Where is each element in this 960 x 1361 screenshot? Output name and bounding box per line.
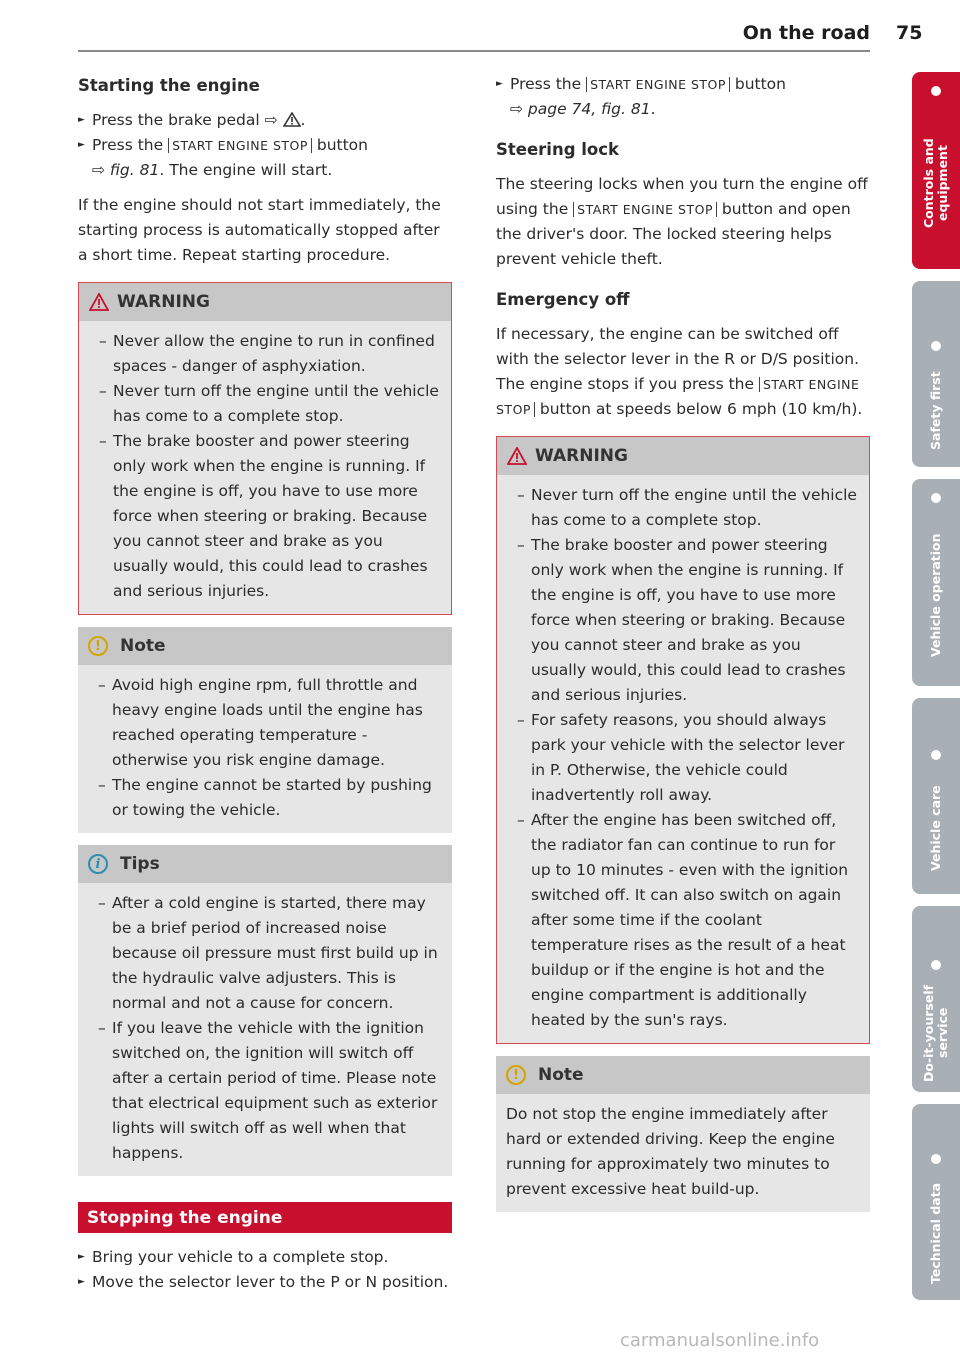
start-step-2: ► Press the START ENGINE STOP button ⇨ fig. 81. The engine will start. (78, 133, 452, 183)
tab-safety-first[interactable]: Safety first (912, 281, 960, 467)
list-item: – Never allow the engine to run in confined spaces - danger of asphyxiation. (99, 332, 435, 375)
stop-step-1: ► Bring your vehicle to a complete stop. (78, 1245, 452, 1270)
tab-marker-dot (931, 750, 941, 760)
steering-paragraph: The steering locks when you turn the engine off using the START ENGINE STOP button and open the driver's door. The locked steering helps prevent vehicle theft. (496, 175, 868, 268)
list-item: – The brake booster and power steering only work when the engine is running. If the engine is off, you have to use more force when steering or braking. Because you cannot steer and brake as you usually would, this could lead to crashes and serious injuries. (517, 536, 846, 704)
note-box-left (78, 627, 452, 833)
section-title: On the road (742, 22, 870, 44)
starting-heading: Starting the engine (78, 76, 260, 95)
step-arrow-icon: ► (78, 140, 85, 150)
warning-box-left (78, 282, 452, 615)
list-item: – The brake booster and power steering only work when the engine is running. If the engine is off, you have to use more force when steering or braking. Because you cannot steer and brake as you usually would, this could lead to crashes and serious injuries. (99, 432, 428, 600)
note-icon: ! (88, 636, 108, 656)
tab-marker-dot (931, 86, 941, 96)
note-text: Do not stop the engine immediately after hard or extended driving. Keep the engine running for approximately two minutes to prevent excessive heat build-up. (506, 1105, 835, 1198)
start-engine-stop-button-label: START ENGINE STOP (573, 202, 717, 217)
warning-title: WARNING (117, 292, 210, 312)
start-engine-stop-button-label: START ENGINE STOP (496, 377, 860, 417)
note-box-right (496, 1056, 870, 1212)
start-paragraph: If the engine should not start immediately, the starting process is automatically stopped after a short time. Repeat starting procedure. (78, 196, 441, 264)
list-item: – After a cold engine is started, there may be a brief period of increased noise because oil pressure must first build up in the hydraulic valve adjusters. This is normal and not a cause for concern. (98, 894, 438, 1012)
right-column (496, 72, 870, 1212)
list-item: – The engine cannot be started by pushing or towing the vehicle. (98, 776, 432, 819)
tab-marker-dot (931, 1154, 941, 1164)
warning-box-right (496, 436, 870, 1044)
tab-marker-dot (931, 960, 941, 970)
warning-triangle-icon (283, 112, 301, 127)
tab-do-it-yourself-service[interactable]: Do-it-yourself service (912, 906, 960, 1092)
header-rule (78, 50, 870, 52)
page-number: 75 (896, 22, 923, 44)
tab-marker-dot (931, 493, 941, 503)
step-arrow-icon: ► (78, 1277, 85, 1287)
start-engine-stop-button-label: START ENGINE STOP (586, 77, 730, 92)
tab-technical-data[interactable]: Technical data (912, 1104, 960, 1300)
note-title: Note (120, 636, 166, 656)
steering-lock-heading: Steering lock (496, 140, 619, 159)
note-title: Note (538, 1065, 584, 1085)
tips-title: Tips (120, 854, 160, 874)
list-item: – Avoid high engine rpm, full throttle and heavy engine loads until the engine has reached operating temperature - otherwise you risk engine damage. (98, 676, 423, 769)
warning-triangle-icon (89, 293, 109, 311)
list-item: – Never turn off the engine until the vehicle has come to a complete stop. (517, 486, 857, 529)
stopping-heading: Stopping the engine (78, 1202, 452, 1233)
tab-vehicle-operation[interactable]: Vehicle operation (912, 479, 960, 686)
tips-box (78, 845, 452, 1176)
list-item: – If you leave the vehicle with the ignition switched on, the ignition will switch off after a certain period of time. Please note that electrical equipment such as exterior lights will switch off as well when that happens. (98, 1019, 438, 1162)
tab-controls-and-equipment[interactable]: Controls and equipment (912, 72, 960, 269)
step-arrow-icon: ► (496, 79, 503, 89)
list-item: – Never turn off the engine until the vehicle has come to a complete stop. (99, 382, 439, 425)
tab-vehicle-care[interactable]: Vehicle care (912, 698, 960, 894)
start-engine-stop-button-label: START ENGINE STOP (168, 138, 312, 153)
warning-title: WARNING (535, 446, 628, 466)
list-item: – After the engine has been switched off, the radiator fan can continue to run for up to 10 minutes - even with the ignition switched off. It can also switch on again after some time if the coolant temperature rises as the result of a heat buildup or if the engine is hot and the engine compartment is additionally heated by the sun's rays. (517, 811, 849, 1029)
emergency-off-heading: Emergency off (496, 290, 630, 309)
fig-reference-link[interactable]: ⇨ fig. 81 (92, 161, 160, 179)
stop-step-2: ► Move the selector lever to the P or N position. (78, 1270, 452, 1295)
left-column (78, 72, 452, 1295)
info-icon: i (88, 854, 108, 874)
list-item: – For safety reasons, you should always park your vehicle with the selector lever in P. Otherwise, the vehicle could inadvertently roll away. (517, 711, 845, 804)
page-reference-link[interactable]: ⇨ page 74, fig. 81 (510, 100, 651, 118)
tab-marker-dot (931, 341, 941, 351)
note-icon: ! (506, 1065, 526, 1085)
warning-triangle-icon (507, 447, 527, 465)
emergency-paragraph: If necessary, the engine can be switched off with the selector lever in the R or D/S position. The engine stops if you press the START ENGINE STOP button at speeds below 6 mph (10 km/h). (496, 325, 863, 418)
stop-step-3: ► Press the START ENGINE STOP button ⇨ page 74, fig. 81. (496, 72, 870, 122)
step-arrow-icon: ► (78, 115, 85, 125)
start-step-1: ► Press the brake pedal ⇨ . (78, 108, 452, 133)
watermark-text: carmanualsonline.info (620, 1330, 820, 1351)
step-arrow-icon: ► (78, 1252, 85, 1262)
